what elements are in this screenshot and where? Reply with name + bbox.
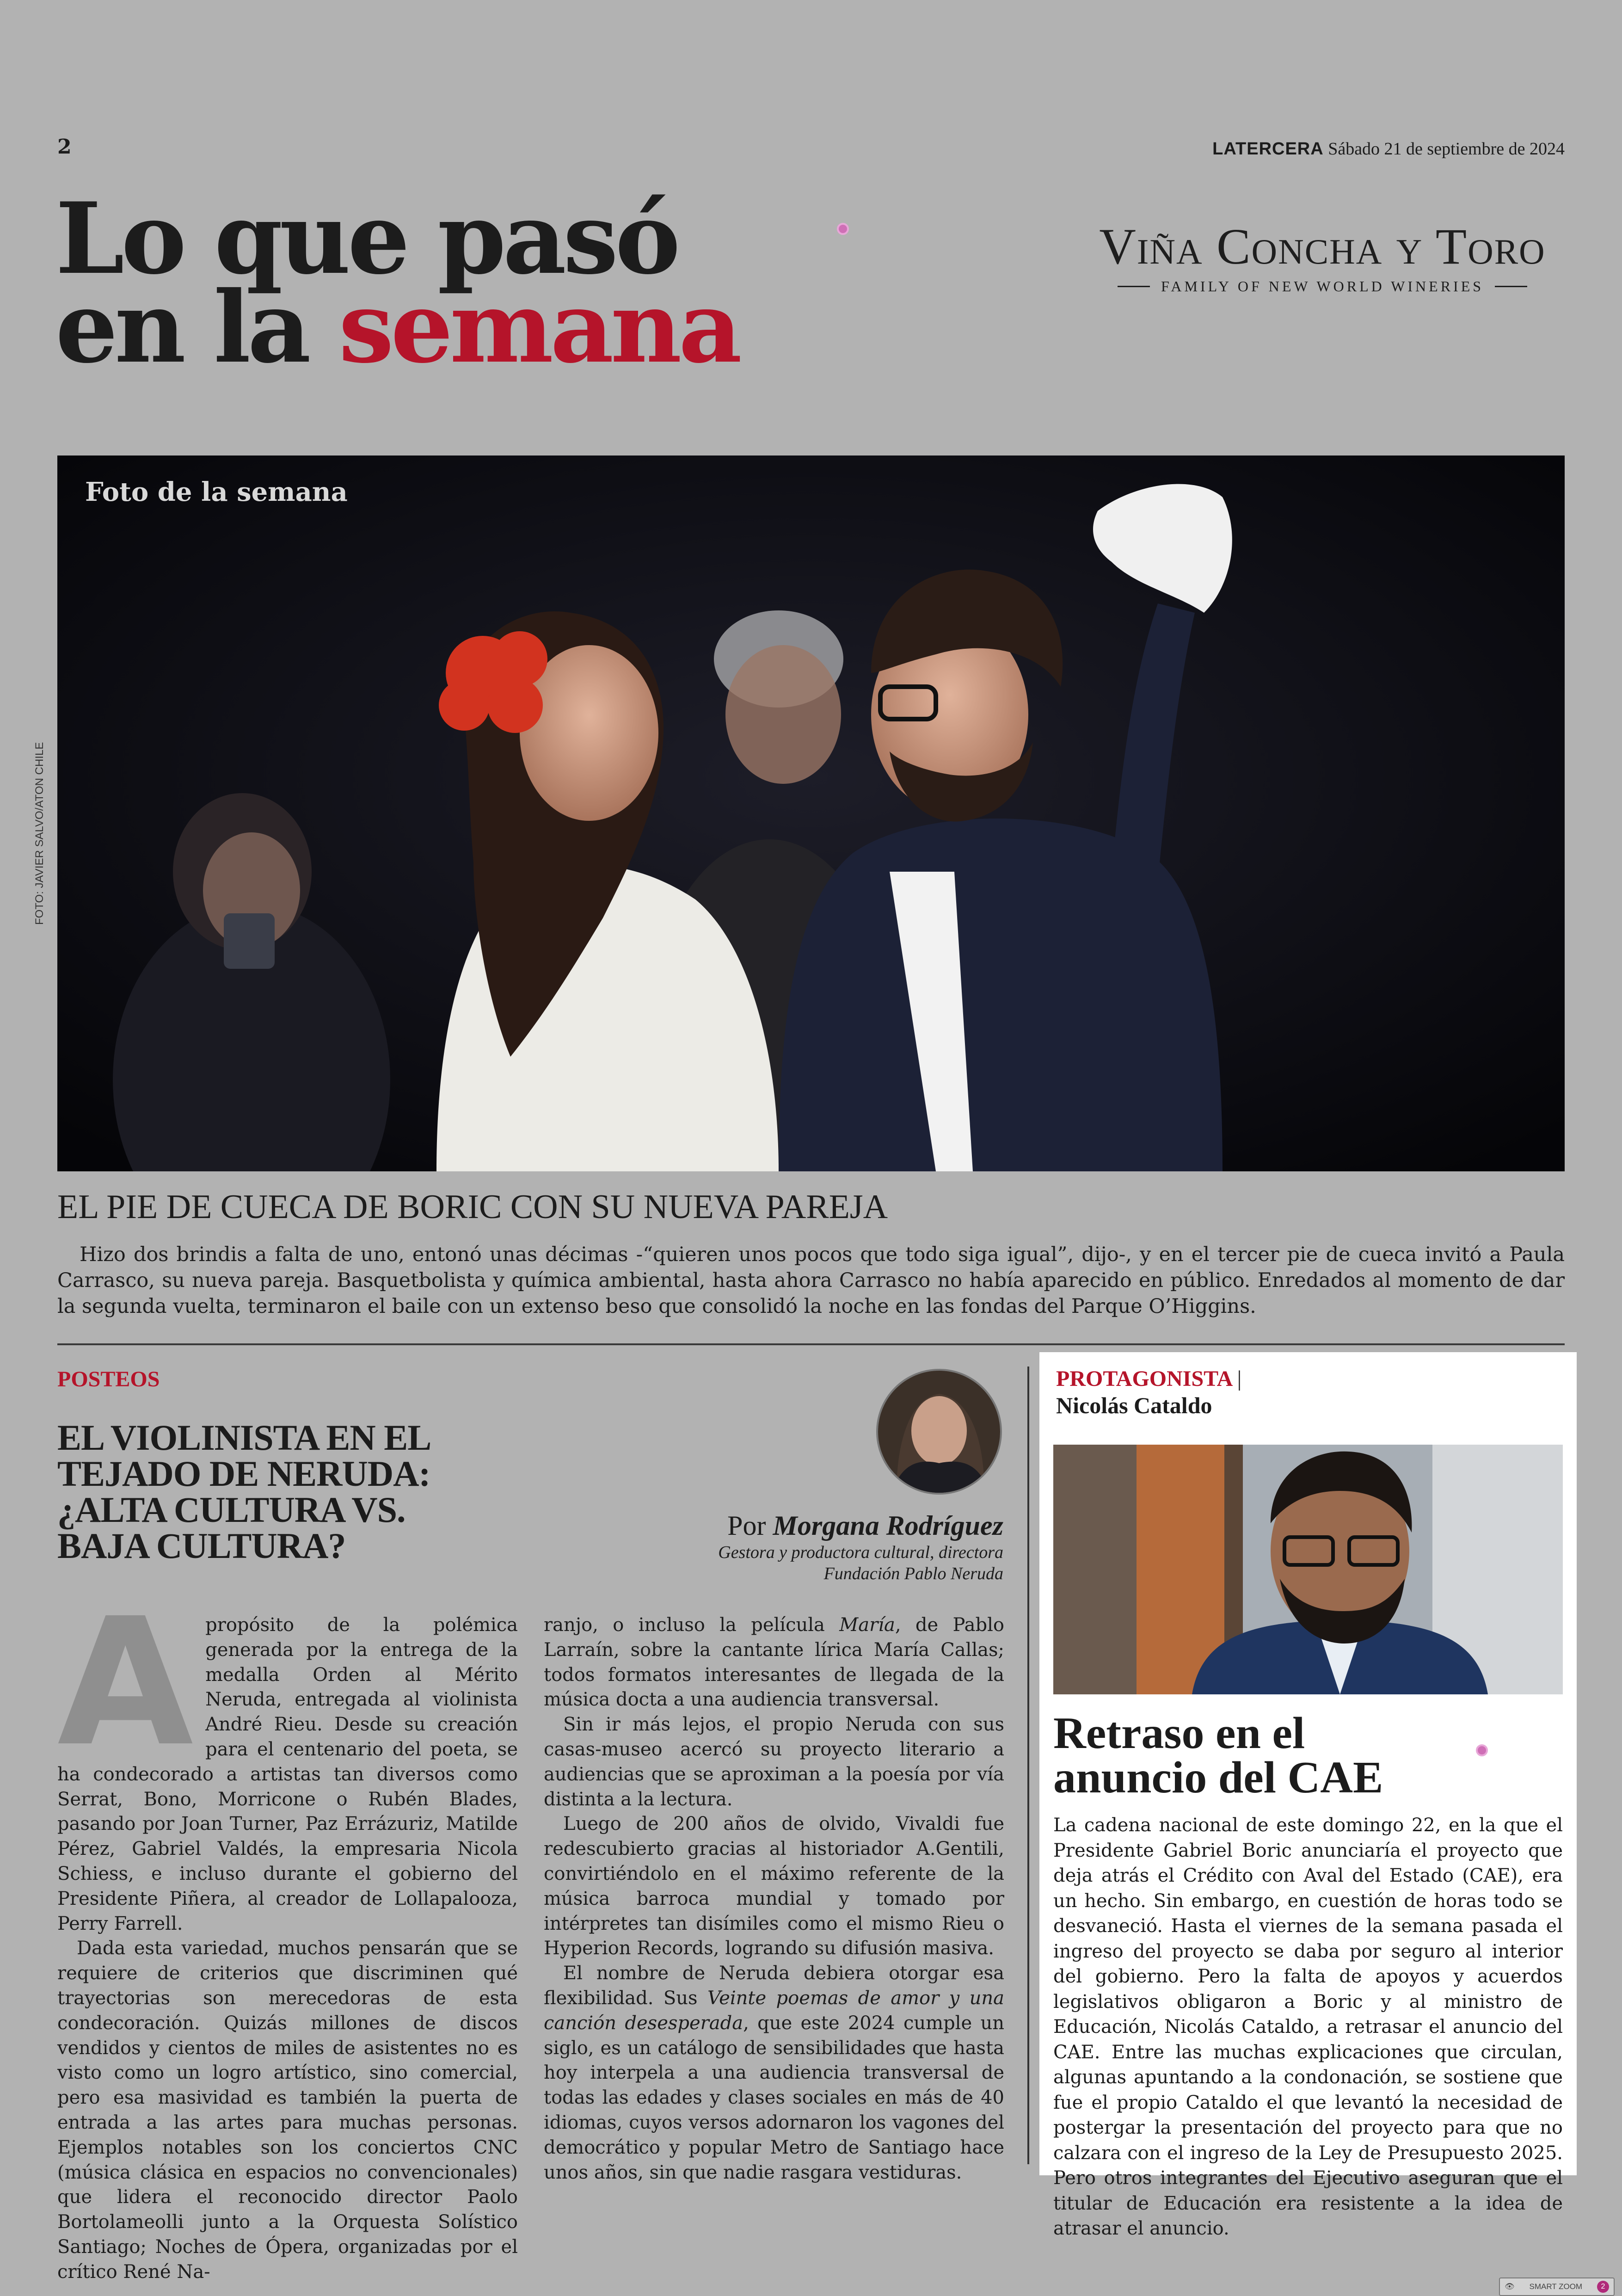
drop-cap: A	[57, 1580, 194, 1785]
photo-caption-body: Hizo dos brindis a falta de uno, entonó unas décimas -“quieren unos pocos que todo siga igual”, dijo-, y en el tercer pie de cueca invitó a Paula Carrasco, su nueva pareja. Basquetbolista y química ambiental, hasta ahora Carrasco no había aparecido en público. Enredados al momento de dar la segunda vuelta, terminaron el baile con un extenso beso que consolidó la noche en las fondas del Parque O’Higgins.	[57, 1243, 1565, 1318]
eye-icon: 👁	[1505, 2282, 1515, 2291]
photo-caption-title: EL PIE DE CUECA DE BORIC CON SU NUEVA PAREJA	[57, 1188, 888, 1226]
sponsor-tagline-row	[1077, 278, 1567, 295]
posteos-article-title: EL VIOLINISTA EN EL TEJADO DE NERUDA: ¿ALTA CULTURA VS. BAJA CULTURA?	[57, 1417, 430, 1566]
page-number: 2	[57, 135, 72, 159]
page-headline	[55, 181, 739, 385]
paragraph: Luego de 200 años de olvido, Vivaldi fue redescubierto gracias al historiador A.Gentili, convirtiéndolo en el máximo referente de la música barroca mundial y tomado por intérpretes tan disímiles como el mismo Rieu o Hyperion Records, logrando su difusión masiva.	[544, 1813, 1004, 1959]
headline-accent-word: semana	[338, 270, 739, 385]
paragraph	[544, 1961, 1004, 2185]
film-title: María	[839, 1614, 895, 1636]
book-title: Veinte poemas de amor y una canción desesperada	[544, 1987, 1004, 2034]
posteos-section-label: POSTEOS	[57, 1367, 160, 1391]
paragraph-text: ranjo, o incluso la película	[544, 1614, 840, 1636]
photo-of-the-week	[57, 456, 1565, 1171]
paragraph: Dada esta variedad, muchos pensarán que se requiere de criterios que discriminen qué trayectorias son merecedoras de esta condecoración. Quizás millones de discos vendidos y cientos de miles de asistentes no es visto como un logro artístico, sino comercial, pero esa masividad es también la puerta de entrada a las artes para muchas personas. Ejemplos notables son los conciertos CNC (música clásica en espacios no convencionales) que lidera el reconocido director Paolo Bortolameolli junto a la Orquesta Solístico Santiago; Noches de Ópera, organizadas por el crítico René Na-	[57, 1938, 518, 2283]
paragraph: Sin ir más lejos, el propio Neruda con sus casas-museo acercó su proyecto literario a audiencias que se aproximan a la poesía por vía distinta a la lectura.	[544, 1714, 1004, 1810]
smartzoom-hotspot-icon[interactable]	[1476, 1744, 1488, 1756]
paragraph-text: , que este 2024 cumple un siglo, es un catálogo de sensibilidades que hasta hoy interpela a una audiencia transversal de todas las edades y clases sociales en más de 40 idiomas, cuyos versos adornaron los vagones del democrático y popular Metro de Santiago hace unos años, sin que nadie rasgara vestiduras.	[544, 2012, 1005, 2183]
tagline-rule-right	[1495, 286, 1527, 287]
smart-zoom-widget[interactable]	[1499, 2278, 1615, 2296]
sponsor-logo	[1077, 217, 1567, 295]
dancing-couple-photo	[57, 456, 1565, 1171]
author-byline	[718, 1510, 1003, 1584]
column-divider	[1027, 1367, 1029, 2164]
paragraph-text: , de Pablo Larraín, sobre la cantante lírica María Callas; todos formatos interesantes de llegada de la música docta a una audiencia transversal.	[544, 1614, 1005, 1711]
protagonista-box	[1039, 1352, 1577, 2239]
paragraph-text: propósito de la polémica generada por la entrega de la medalla Orden al Mérito Neruda, entregada al violinista André Rieu. Desde su creación para el centenario del poeta, se ha condecorado a artistas tan diversos como Serrat, Bono, Morricone o Rubén Blades, pasando por Joan Turner, Paz Errázuriz, Matilde Pérez, Gabriel Valdés, la empresaria Nicola Schiess, e incluso durante el gobierno del Presidente Piñera, al creador de Lollapalooza, Perry Farrell.	[57, 1614, 518, 1934]
protagonista-label-text: PROTAGONISTA	[1056, 1367, 1232, 1391]
headline-line-2	[55, 270, 739, 385]
smart-zoom-label: SMART ZOOM	[1529, 2282, 1583, 2291]
headline-line-2: anuncio del CAE	[1053, 1753, 1383, 1803]
author-role-line-1: Gestora y productora cultural, directora	[718, 1543, 1003, 1562]
protagonista-photo	[1053, 1445, 1563, 1694]
posteos-column-1	[57, 1580, 518, 2285]
minister-portrait	[1053, 1445, 1563, 1694]
sponsor-name: Viña Concha y Toro	[1099, 218, 1546, 275]
headline-line-2-black: en la	[55, 270, 339, 385]
photo-section-label: Foto de la semana	[85, 477, 348, 507]
smartzoom-hotspot-icon[interactable]	[837, 223, 849, 235]
label-separator: |	[1237, 1367, 1242, 1391]
publication-date: Sábado 21 de septiembre de 2024	[1328, 139, 1565, 159]
tagline-rule-left	[1118, 286, 1150, 287]
author-portrait	[878, 1371, 1000, 1493]
paragraph-text: El nombre de Neruda debiera otorgar esa flexibilidad. Sus	[544, 1963, 1004, 2009]
protagonista-body: La cadena nacional de este domingo 22, en la que el Presidente Gabriel Boric anunciaría el proyecto que deja atrás el Crédito con Aval del Estado (CAE), era un hecho. Sin embargo, en cuestión de horas todo se desvaneció. Hasta el viernes de la semana pasada el ingreso del proyecto se daba por seguro al interior del gobierno. Pero la falta de apoyos y acuerdos legislativos obligaron a Boric y al ministro de Educación, Nicolás Cataldo, a retrasar el anuncio del CAE. Entre las muchas explicaciones que circulan, algunas apuntando a la condonación, se sostiene que fue el propio Cataldo el que levantó la necesidad de postergar la presentación del proyecto para que no calzara con el ingreso de la Ley de Presupuesto 2025. Pero otros integrantes del Ejecutivo aseguran que el titular de Educación era resistente a la idea de atrasar el anuncio.	[1053, 1815, 1563, 2239]
sponsor-tagline: FAMILY OF NEW WORLD WINERIES	[1161, 278, 1484, 295]
photo-credit: FOTO: JAVIER SALVO/ATON CHILE	[33, 742, 46, 925]
author-name: Morgana Rodríguez	[773, 1510, 1003, 1541]
byline-prefix: Por	[727, 1510, 773, 1541]
protagonista-headline	[1053, 1708, 1383, 1803]
headline-line-1: Lo que pasó	[55, 181, 677, 296]
section-divider	[57, 1343, 1565, 1345]
protagonista-name: Nicolás Cataldo	[1056, 1392, 1212, 1418]
newspaper-brand: LATERCERA	[1212, 139, 1324, 159]
dateline	[1212, 139, 1565, 159]
headline-line-1: Retraso en el	[1053, 1708, 1305, 1758]
author-role-line-2: Fundación Pablo Neruda	[823, 1564, 1003, 1583]
byline-author-row	[718, 1510, 1003, 1542]
paragraph	[544, 1613, 1004, 1712]
protagonista-label	[1056, 1366, 1241, 1391]
posteos-column-2	[544, 1613, 1004, 2185]
author-avatar	[876, 1369, 1002, 1495]
paragraph	[57, 1580, 518, 1936]
smart-zoom-badge: 2	[1597, 2281, 1609, 2293]
